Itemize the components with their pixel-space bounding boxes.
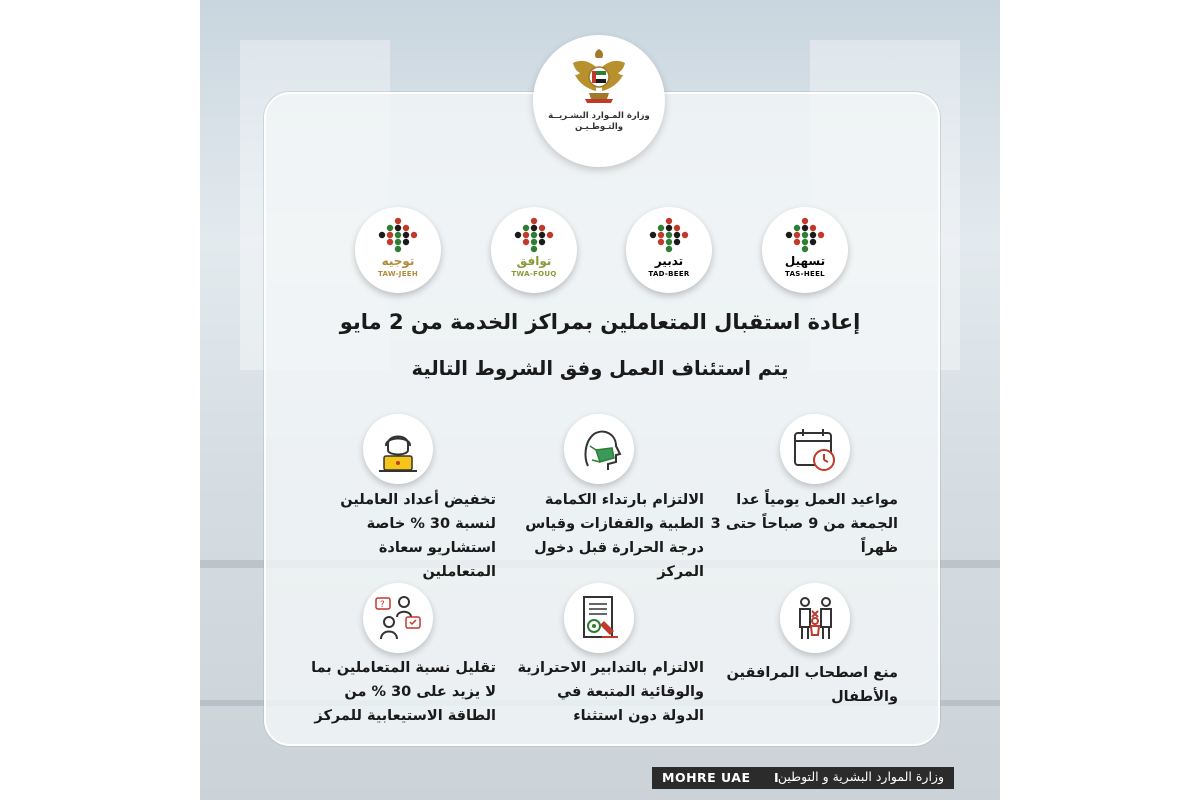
logo-tasheel-arabic: تسهيل [784,254,826,268]
logo-dot [523,225,529,231]
condition-3-icon-circle [363,414,433,484]
logo-dot [802,246,808,252]
logo-dot [523,239,529,245]
logo-dot [539,232,545,238]
logo-dot [658,232,664,238]
condition-3-text: تخفيض أعداد العاملين لنسبة 30 % خاصة استشاريو سعادة المتعاملين [340,492,496,580]
logo-dot [387,239,393,245]
condition-2-text: الالتزام بارتداء الكمامة الطبية والقفازات وقياس درجة الحرارة قبل دخول المركز [525,492,704,580]
logo-dot [515,232,521,238]
condition-6-text: تقليل نسبة المتعاملين بما لا يزيد على 30 % من الطاقة الاستيعابية للمركز [311,660,496,724]
logo-dot [674,232,680,238]
condition-4-icon-circle [780,583,850,653]
footer-bar [652,767,954,789]
logo-dot [802,239,808,245]
ministry-name-line2: والتـوطـيـن [574,122,624,132]
logo-tasheel-english: TAS-HEEL [785,270,825,278]
logo-dot [794,232,800,238]
subheadline: يتم استئناف العمل وفق الشروط التالية [411,357,789,380]
falcon-emblem-icon [569,45,629,107]
logo-dot [802,232,808,238]
dot-pattern-icon [512,217,556,253]
logo-dot [658,225,664,231]
logo-dot [658,239,664,245]
logo-dot [666,218,672,224]
logo-dot [794,239,800,245]
logo-dot [531,239,537,245]
logo-dot [395,218,401,224]
logo-tadbeer-english: TAD-BEER [648,270,690,278]
footer-ministry-name: وزارة الموارد البشرية و التوطين [777,769,944,784]
logo-dot [810,225,816,231]
logo-dot [395,225,401,231]
logo-tasheel [762,207,848,293]
dot-pattern-icon [376,217,420,253]
logo-dot [387,232,393,238]
logo-dot [786,232,792,238]
announcement-poster [200,0,1000,800]
svg-text:?: ? [380,600,385,610]
logo-dot [395,246,401,252]
logo-dot [531,225,537,231]
logo-dot [547,232,553,238]
worker-laptop-icon [373,424,423,474]
logo-dot [395,239,401,245]
logo-dot [523,232,529,238]
logo-dot [810,239,816,245]
logo-dot [666,232,672,238]
logo-dot [666,225,672,231]
logo-dot [539,225,545,231]
logo-tawjeeh [355,207,441,293]
logo-dot [411,232,417,238]
condition-2-icon-circle [564,414,634,484]
logo-tawafuq-english: TWA-FOUQ [511,270,557,278]
logo-tawjeeh-arabic: توجيه [381,254,415,268]
logo-dot [403,239,409,245]
logo-dot [539,239,545,245]
customer-service-icon [373,593,423,643]
logo-dot [666,246,672,252]
ministry-emblem [533,35,665,167]
condition-1-text: مواعيد العمل يومياً عدا الجمعة من 9 صباحاً حتى 3 ظهراً [710,492,898,556]
logo-dot [794,225,800,231]
logo-dot [674,225,680,231]
condition-5-text: الالتزام بالتدابير الاحترازية والوقائية المتبعة في الدولة دون استثناء [517,660,704,724]
condition-4-text: منع اصطحاب المرافقين والأطفال [726,665,898,705]
document-stamp-icon [574,593,624,643]
logo-dot [531,232,537,238]
logo-dot [802,218,808,224]
dot-pattern-icon [647,217,691,253]
condition-5-icon-circle [564,583,634,653]
logo-dot [666,239,672,245]
dot-pattern-icon [783,217,827,253]
logo-dot [395,232,401,238]
calendar-clock-icon [790,424,840,474]
footer-brand: MOHRE UAE [662,770,751,785]
logo-dot [650,232,656,238]
no-children-icon [790,593,840,643]
logo-tadbeer-arabic: تدبير [654,254,684,268]
logo-tawjeeh-english: TAW-JEEH [377,270,419,278]
condition-6-icon-circle [363,583,433,653]
face-mask-icon [574,424,624,474]
logo-dot [379,232,385,238]
logo-tawafuq [491,207,577,293]
logo-dot [818,232,824,238]
logo-dot [403,225,409,231]
logo-dot [682,232,688,238]
logo-dot [810,232,816,238]
logo-dot [802,225,808,231]
logo-dot [531,218,537,224]
headline: إعادة استقبال المتعاملين بمراكز الخدمة من 2 مايو [339,310,861,334]
footer-separator: I [774,770,779,785]
logo-tawafuq-arabic: توافق [516,254,552,268]
ministry-name-line1: وزارة المـوارد البشـريــة [548,111,650,121]
logo-dot [403,232,409,238]
logo-dot [674,239,680,245]
logo-dot [387,225,393,231]
ministry-name [539,111,659,133]
logo-tadbeer [626,207,712,293]
condition-1-icon-circle [780,414,850,484]
logo-dot [531,246,537,252]
